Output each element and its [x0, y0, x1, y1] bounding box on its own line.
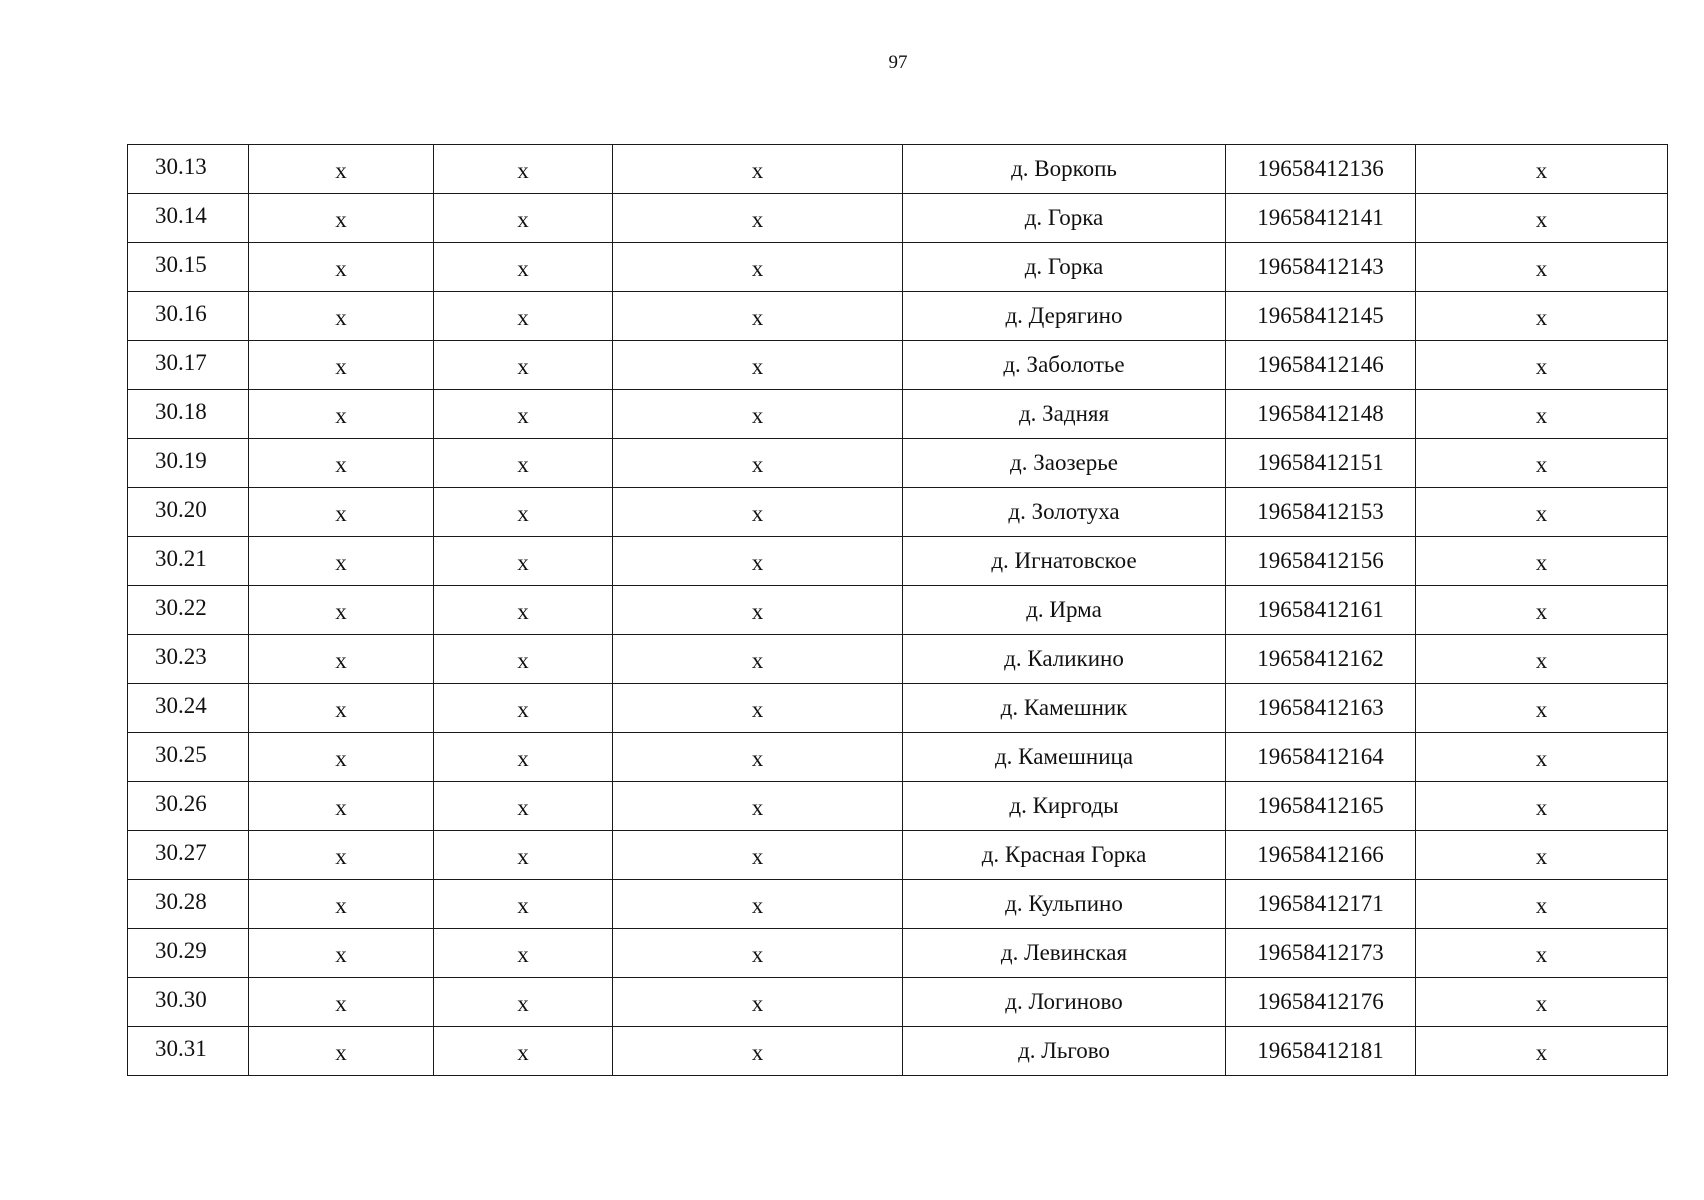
- column-3-value: х: [517, 305, 529, 330]
- column-2-value: х: [335, 550, 347, 575]
- oktmo-code: 19658412143: [1257, 254, 1384, 279]
- column-4-cell: [613, 1027, 903, 1076]
- row-number-cell: [128, 684, 249, 733]
- table-row: [128, 292, 1668, 341]
- row-number-cell: [128, 243, 249, 292]
- column-3-value: х: [517, 795, 529, 820]
- column-4-value: х: [751, 256, 764, 281]
- column-4-cell: [613, 488, 903, 537]
- column-4-cell: [613, 586, 903, 635]
- column-3-cell: [434, 390, 613, 439]
- column-7-cell: [1416, 243, 1668, 292]
- column-2-value: х: [335, 207, 347, 232]
- column-7-cell: [1416, 488, 1668, 537]
- row-number: 30.28: [155, 889, 207, 914]
- settlement-cell: [903, 880, 1226, 929]
- column-3-value: х: [517, 942, 529, 967]
- oktmo-code: 19658412145: [1257, 303, 1384, 328]
- column-2-cell: [249, 145, 434, 194]
- row-number-cell: [128, 439, 249, 488]
- table-row: [128, 733, 1668, 782]
- column-2-value: х: [335, 452, 347, 477]
- row-number-cell: [128, 390, 249, 439]
- column-3-value: х: [517, 207, 529, 232]
- row-number: 30.18: [155, 399, 207, 424]
- column-7-cell: [1416, 782, 1668, 831]
- oktmo-code-cell: [1226, 292, 1416, 341]
- oktmo-code-cell: [1226, 194, 1416, 243]
- column-2-cell: [249, 194, 434, 243]
- oktmo-code-cell: [1226, 733, 1416, 782]
- column-2-cell: [249, 586, 434, 635]
- row-number-cell: [128, 733, 249, 782]
- oktmo-code: 19658412163: [1257, 695, 1384, 720]
- column-4-cell: [613, 880, 903, 929]
- column-4-cell: [613, 733, 903, 782]
- column-4-value: х: [751, 354, 764, 379]
- column-3-cell: [434, 586, 613, 635]
- column-2-cell: [249, 635, 434, 684]
- column-2-cell: [249, 684, 434, 733]
- column-4-cell: [613, 831, 903, 880]
- column-3-cell: [434, 243, 613, 292]
- oktmo-code-cell: [1226, 537, 1416, 586]
- settlement-cell: [903, 978, 1226, 1027]
- column-3-cell: [434, 194, 613, 243]
- row-number: 30.24: [155, 693, 207, 718]
- row-number: 30.26: [155, 791, 207, 816]
- column-4-value: х: [751, 599, 764, 624]
- row-number: 30.27: [155, 840, 207, 865]
- table-row: [128, 782, 1668, 831]
- settlement-name: д. Льгово: [1018, 1038, 1110, 1063]
- column-7-value: х: [1535, 501, 1548, 526]
- settlement-name: д. Ирма: [1026, 597, 1102, 622]
- column-7-value: х: [1535, 599, 1548, 624]
- row-number-cell: [128, 635, 249, 684]
- oktmo-code: 19658412136: [1257, 156, 1384, 181]
- column-4-cell: [613, 292, 903, 341]
- oktmo-code: 19658412166: [1257, 842, 1384, 867]
- oktmo-code-cell: [1226, 439, 1416, 488]
- row-number: 30.14: [155, 203, 207, 228]
- column-4-cell: [613, 635, 903, 684]
- column-4-cell: [613, 439, 903, 488]
- oktmo-code: 19658412171: [1257, 891, 1384, 916]
- settlement-cell: [903, 586, 1226, 635]
- row-number-cell: [128, 1027, 249, 1076]
- column-7-cell: [1416, 194, 1668, 243]
- row-number-cell: [128, 831, 249, 880]
- column-7-value: х: [1535, 991, 1548, 1016]
- oktmo-code: 19658412146: [1257, 352, 1384, 377]
- column-4-value: х: [751, 452, 764, 477]
- column-2-cell: [249, 292, 434, 341]
- settlement-cell: [903, 1027, 1226, 1076]
- oktmo-code: 19658412181: [1257, 1038, 1384, 1063]
- settlement-cell: [903, 145, 1226, 194]
- settlement-name: д. Игнатовское: [991, 548, 1137, 573]
- row-number: 30.17: [155, 350, 207, 375]
- settlement-cell: [903, 243, 1226, 292]
- column-4-value: х: [751, 893, 764, 918]
- column-3-cell: [434, 145, 613, 194]
- table-row: [128, 537, 1668, 586]
- column-7-cell: [1416, 292, 1668, 341]
- row-number: 30.20: [155, 497, 207, 522]
- column-3-value: х: [517, 648, 529, 673]
- oktmo-code-cell: [1226, 684, 1416, 733]
- column-2-value: х: [335, 599, 347, 624]
- column-7-value: х: [1535, 207, 1548, 232]
- page-number: 97: [888, 52, 908, 73]
- row-number-cell: [128, 880, 249, 929]
- table-row: [128, 929, 1668, 978]
- table-row: [128, 635, 1668, 684]
- settlement-name: д. Золотуха: [1008, 499, 1120, 524]
- table-row: [128, 978, 1668, 1027]
- settlement-cell: [903, 733, 1226, 782]
- column-2-value: х: [335, 403, 347, 428]
- column-3-cell: [434, 880, 613, 929]
- column-2-cell: [249, 1027, 434, 1076]
- column-2-value: х: [335, 501, 347, 526]
- settlement-name: д. Киргоды: [1009, 793, 1119, 818]
- column-7-cell: [1416, 978, 1668, 1027]
- column-4-value: х: [751, 403, 764, 428]
- settlement-cell: [903, 292, 1226, 341]
- column-3-value: х: [517, 893, 529, 918]
- column-2-value: х: [335, 697, 347, 722]
- column-7-cell: [1416, 586, 1668, 635]
- row-number-cell: [128, 341, 249, 390]
- column-4-cell: [613, 390, 903, 439]
- column-7-value: х: [1535, 795, 1548, 820]
- column-3-value: х: [517, 403, 529, 428]
- column-7-value: х: [1535, 844, 1548, 869]
- column-7-cell: [1416, 880, 1668, 929]
- settlement-name: д. Левинская: [1000, 940, 1128, 965]
- column-3-value: х: [517, 501, 529, 526]
- settlement-name: д. Камешница: [994, 744, 1134, 769]
- row-number: 30.23: [155, 644, 207, 669]
- settlement-name: д. Заозерье: [1010, 450, 1118, 475]
- column-3-cell: [434, 488, 613, 537]
- row-number-cell: [128, 145, 249, 194]
- row-number: 30.22: [155, 595, 207, 620]
- row-number-cell: [128, 586, 249, 635]
- row-number-cell: [128, 292, 249, 341]
- column-2-value: х: [335, 893, 347, 918]
- settlement-name: д. Кульпино: [1005, 891, 1123, 916]
- column-3-cell: [434, 684, 613, 733]
- column-3-cell: [434, 341, 613, 390]
- column-2-value: х: [335, 746, 347, 771]
- row-number: 30.16: [155, 301, 207, 326]
- oktmo-code: 19658412176: [1257, 989, 1384, 1014]
- settlement-name: д. Каликино: [1004, 646, 1124, 671]
- column-3-value: х: [517, 746, 529, 771]
- row-number: 30.15: [155, 252, 207, 277]
- column-2-cell: [249, 243, 434, 292]
- settlement-cell: [903, 341, 1226, 390]
- oktmo-code: 19658412141: [1257, 205, 1384, 230]
- column-4-value: х: [751, 746, 764, 771]
- oktmo-code-cell: [1226, 880, 1416, 929]
- column-7-value: х: [1535, 256, 1548, 281]
- row-number: 30.19: [155, 448, 207, 473]
- column-4-value: х: [751, 305, 764, 330]
- column-7-value: х: [1535, 648, 1548, 673]
- settlement-cell: [903, 684, 1226, 733]
- column-2-value: х: [335, 844, 347, 869]
- row-number: 30.29: [155, 938, 207, 963]
- column-3-cell: [434, 439, 613, 488]
- row-number-cell: [128, 929, 249, 978]
- column-4-value: х: [751, 207, 764, 232]
- table-row: [128, 1027, 1668, 1076]
- oktmo-code: 19658412148: [1257, 401, 1384, 426]
- column-2-value: х: [335, 942, 347, 967]
- column-7-value: х: [1535, 1040, 1548, 1065]
- column-2-cell: [249, 929, 434, 978]
- column-3-cell: [434, 1027, 613, 1076]
- row-number: 30.21: [155, 546, 207, 571]
- column-2-cell: [249, 782, 434, 831]
- oktmo-code-cell: [1226, 635, 1416, 684]
- column-2-value: х: [335, 648, 347, 673]
- oktmo-code: 19658412161: [1257, 597, 1384, 622]
- column-7-value: х: [1535, 942, 1548, 967]
- column-4-cell: [613, 684, 903, 733]
- settlement-cell: [903, 537, 1226, 586]
- column-2-cell: [249, 537, 434, 586]
- column-3-cell: [434, 978, 613, 1027]
- table-row: [128, 880, 1668, 929]
- column-4-value: х: [751, 991, 764, 1016]
- oktmo-code: 19658412164: [1257, 744, 1384, 769]
- settlements-table: [127, 144, 1668, 1076]
- column-7-value: х: [1535, 697, 1548, 722]
- oktmo-code: 19658412153: [1257, 499, 1384, 524]
- settlement-name: д. Задняя: [1018, 401, 1110, 426]
- column-2-value: х: [335, 1040, 347, 1065]
- settlement-name: д. Красная Горка: [981, 842, 1147, 867]
- settlement-name: д. Камешник: [1000, 695, 1128, 720]
- column-2-cell: [249, 390, 434, 439]
- column-7-cell: [1416, 831, 1668, 880]
- column-7-value: х: [1535, 893, 1548, 918]
- row-number-cell: [128, 488, 249, 537]
- column-3-cell: [434, 929, 613, 978]
- settlement-cell: [903, 439, 1226, 488]
- settlement-name: д. Дерягино: [1005, 303, 1123, 328]
- oktmo-code-cell: [1226, 782, 1416, 831]
- table-row: [128, 341, 1668, 390]
- column-2-value: х: [335, 305, 347, 330]
- column-2-cell: [249, 341, 434, 390]
- row-number-cell: [128, 537, 249, 586]
- column-7-value: х: [1535, 403, 1548, 428]
- column-4-cell: [613, 978, 903, 1027]
- column-7-value: х: [1535, 158, 1548, 183]
- column-7-value: х: [1535, 746, 1548, 771]
- table-row: [128, 243, 1668, 292]
- oktmo-code: 19658412173: [1257, 940, 1384, 965]
- oktmo-code-cell: [1226, 586, 1416, 635]
- column-4-value: х: [751, 844, 764, 869]
- settlement-name: д. Горка: [1024, 205, 1104, 230]
- column-4-cell: [613, 782, 903, 831]
- column-7-cell: [1416, 733, 1668, 782]
- column-2-cell: [249, 831, 434, 880]
- column-2-value: х: [335, 354, 347, 379]
- row-number: 30.31: [155, 1036, 207, 1061]
- column-7-cell: [1416, 929, 1668, 978]
- column-4-value: х: [751, 158, 764, 183]
- column-2-cell: [249, 733, 434, 782]
- table-row: [128, 586, 1668, 635]
- column-7-value: х: [1535, 354, 1548, 379]
- column-4-value: х: [751, 795, 764, 820]
- table-row: [128, 390, 1668, 439]
- column-7-cell: [1416, 341, 1668, 390]
- oktmo-code-cell: [1226, 145, 1416, 194]
- oktmo-code-cell: [1226, 390, 1416, 439]
- column-3-value: х: [517, 599, 529, 624]
- settlement-name: д. Горка: [1024, 254, 1104, 279]
- row-number: 30.13: [155, 154, 207, 179]
- settlement-cell: [903, 635, 1226, 684]
- row-number-cell: [128, 978, 249, 1027]
- column-2-cell: [249, 978, 434, 1027]
- table-row: [128, 684, 1668, 733]
- column-4-value: х: [751, 697, 764, 722]
- oktmo-code-cell: [1226, 929, 1416, 978]
- settlement-name: д. Заболотье: [1003, 352, 1125, 377]
- column-2-value: х: [335, 991, 347, 1016]
- column-7-cell: [1416, 390, 1668, 439]
- oktmo-code: 19658412162: [1257, 646, 1384, 671]
- column-4-value: х: [751, 942, 764, 967]
- row-number: 30.30: [155, 987, 207, 1012]
- column-3-value: х: [517, 1040, 529, 1065]
- table-row: [128, 439, 1668, 488]
- column-3-value: х: [517, 991, 529, 1016]
- column-4-value: х: [751, 1040, 764, 1065]
- oktmo-code-cell: [1226, 1027, 1416, 1076]
- table-row: [128, 488, 1668, 537]
- column-3-value: х: [517, 452, 529, 477]
- column-7-value: х: [1535, 305, 1548, 330]
- column-4-cell: [613, 341, 903, 390]
- oktmo-code: 19658412151: [1257, 450, 1384, 475]
- settlement-cell: [903, 929, 1226, 978]
- oktmo-code-cell: [1226, 243, 1416, 292]
- column-4-cell: [613, 194, 903, 243]
- column-3-cell: [434, 782, 613, 831]
- column-7-cell: [1416, 537, 1668, 586]
- column-3-cell: [434, 733, 613, 782]
- column-7-cell: [1416, 635, 1668, 684]
- column-4-cell: [613, 929, 903, 978]
- settlement-name: д. Воркопь: [1011, 156, 1117, 181]
- settlement-cell: [903, 782, 1226, 831]
- oktmo-code-cell: [1226, 488, 1416, 537]
- column-2-cell: [249, 439, 434, 488]
- column-4-cell: [613, 243, 903, 292]
- table-row: [128, 831, 1668, 880]
- column-7-cell: [1416, 1027, 1668, 1076]
- column-3-cell: [434, 292, 613, 341]
- column-4-value: х: [751, 648, 764, 673]
- column-3-cell: [434, 537, 613, 586]
- column-7-cell: [1416, 684, 1668, 733]
- column-7-value: х: [1535, 452, 1548, 477]
- oktmo-code: 19658412165: [1257, 793, 1384, 818]
- column-3-value: х: [517, 354, 529, 379]
- oktmo-code: 19658412156: [1257, 548, 1384, 573]
- column-2-cell: [249, 488, 434, 537]
- table-body: [128, 145, 1668, 1076]
- column-3-value: х: [517, 256, 529, 281]
- settlement-cell: [903, 194, 1226, 243]
- column-4-value: х: [751, 550, 764, 575]
- column-2-value: х: [335, 795, 347, 820]
- column-3-value: х: [517, 550, 529, 575]
- column-4-value: х: [751, 501, 764, 526]
- column-3-cell: [434, 635, 613, 684]
- column-2-value: х: [335, 256, 347, 281]
- table-row: [128, 145, 1668, 194]
- column-3-value: х: [517, 844, 529, 869]
- column-4-cell: [613, 145, 903, 194]
- settlement-cell: [903, 831, 1226, 880]
- column-7-cell: [1416, 145, 1668, 194]
- table-row: [128, 194, 1668, 243]
- column-7-cell: [1416, 439, 1668, 488]
- column-2-value: х: [335, 158, 347, 183]
- settlement-cell: [903, 390, 1226, 439]
- settlement-name: д. Логиново: [1005, 989, 1123, 1014]
- oktmo-code-cell: [1226, 341, 1416, 390]
- column-3-value: х: [517, 697, 529, 722]
- row-number-cell: [128, 782, 249, 831]
- row-number-cell: [128, 194, 249, 243]
- column-3-value: х: [517, 158, 529, 183]
- settlement-cell: [903, 488, 1226, 537]
- oktmo-code-cell: [1226, 978, 1416, 1027]
- column-7-value: х: [1535, 550, 1548, 575]
- column-4-cell: [613, 537, 903, 586]
- column-2-cell: [249, 880, 434, 929]
- row-number: 30.25: [155, 742, 207, 767]
- oktmo-code-cell: [1226, 831, 1416, 880]
- column-3-cell: [434, 831, 613, 880]
